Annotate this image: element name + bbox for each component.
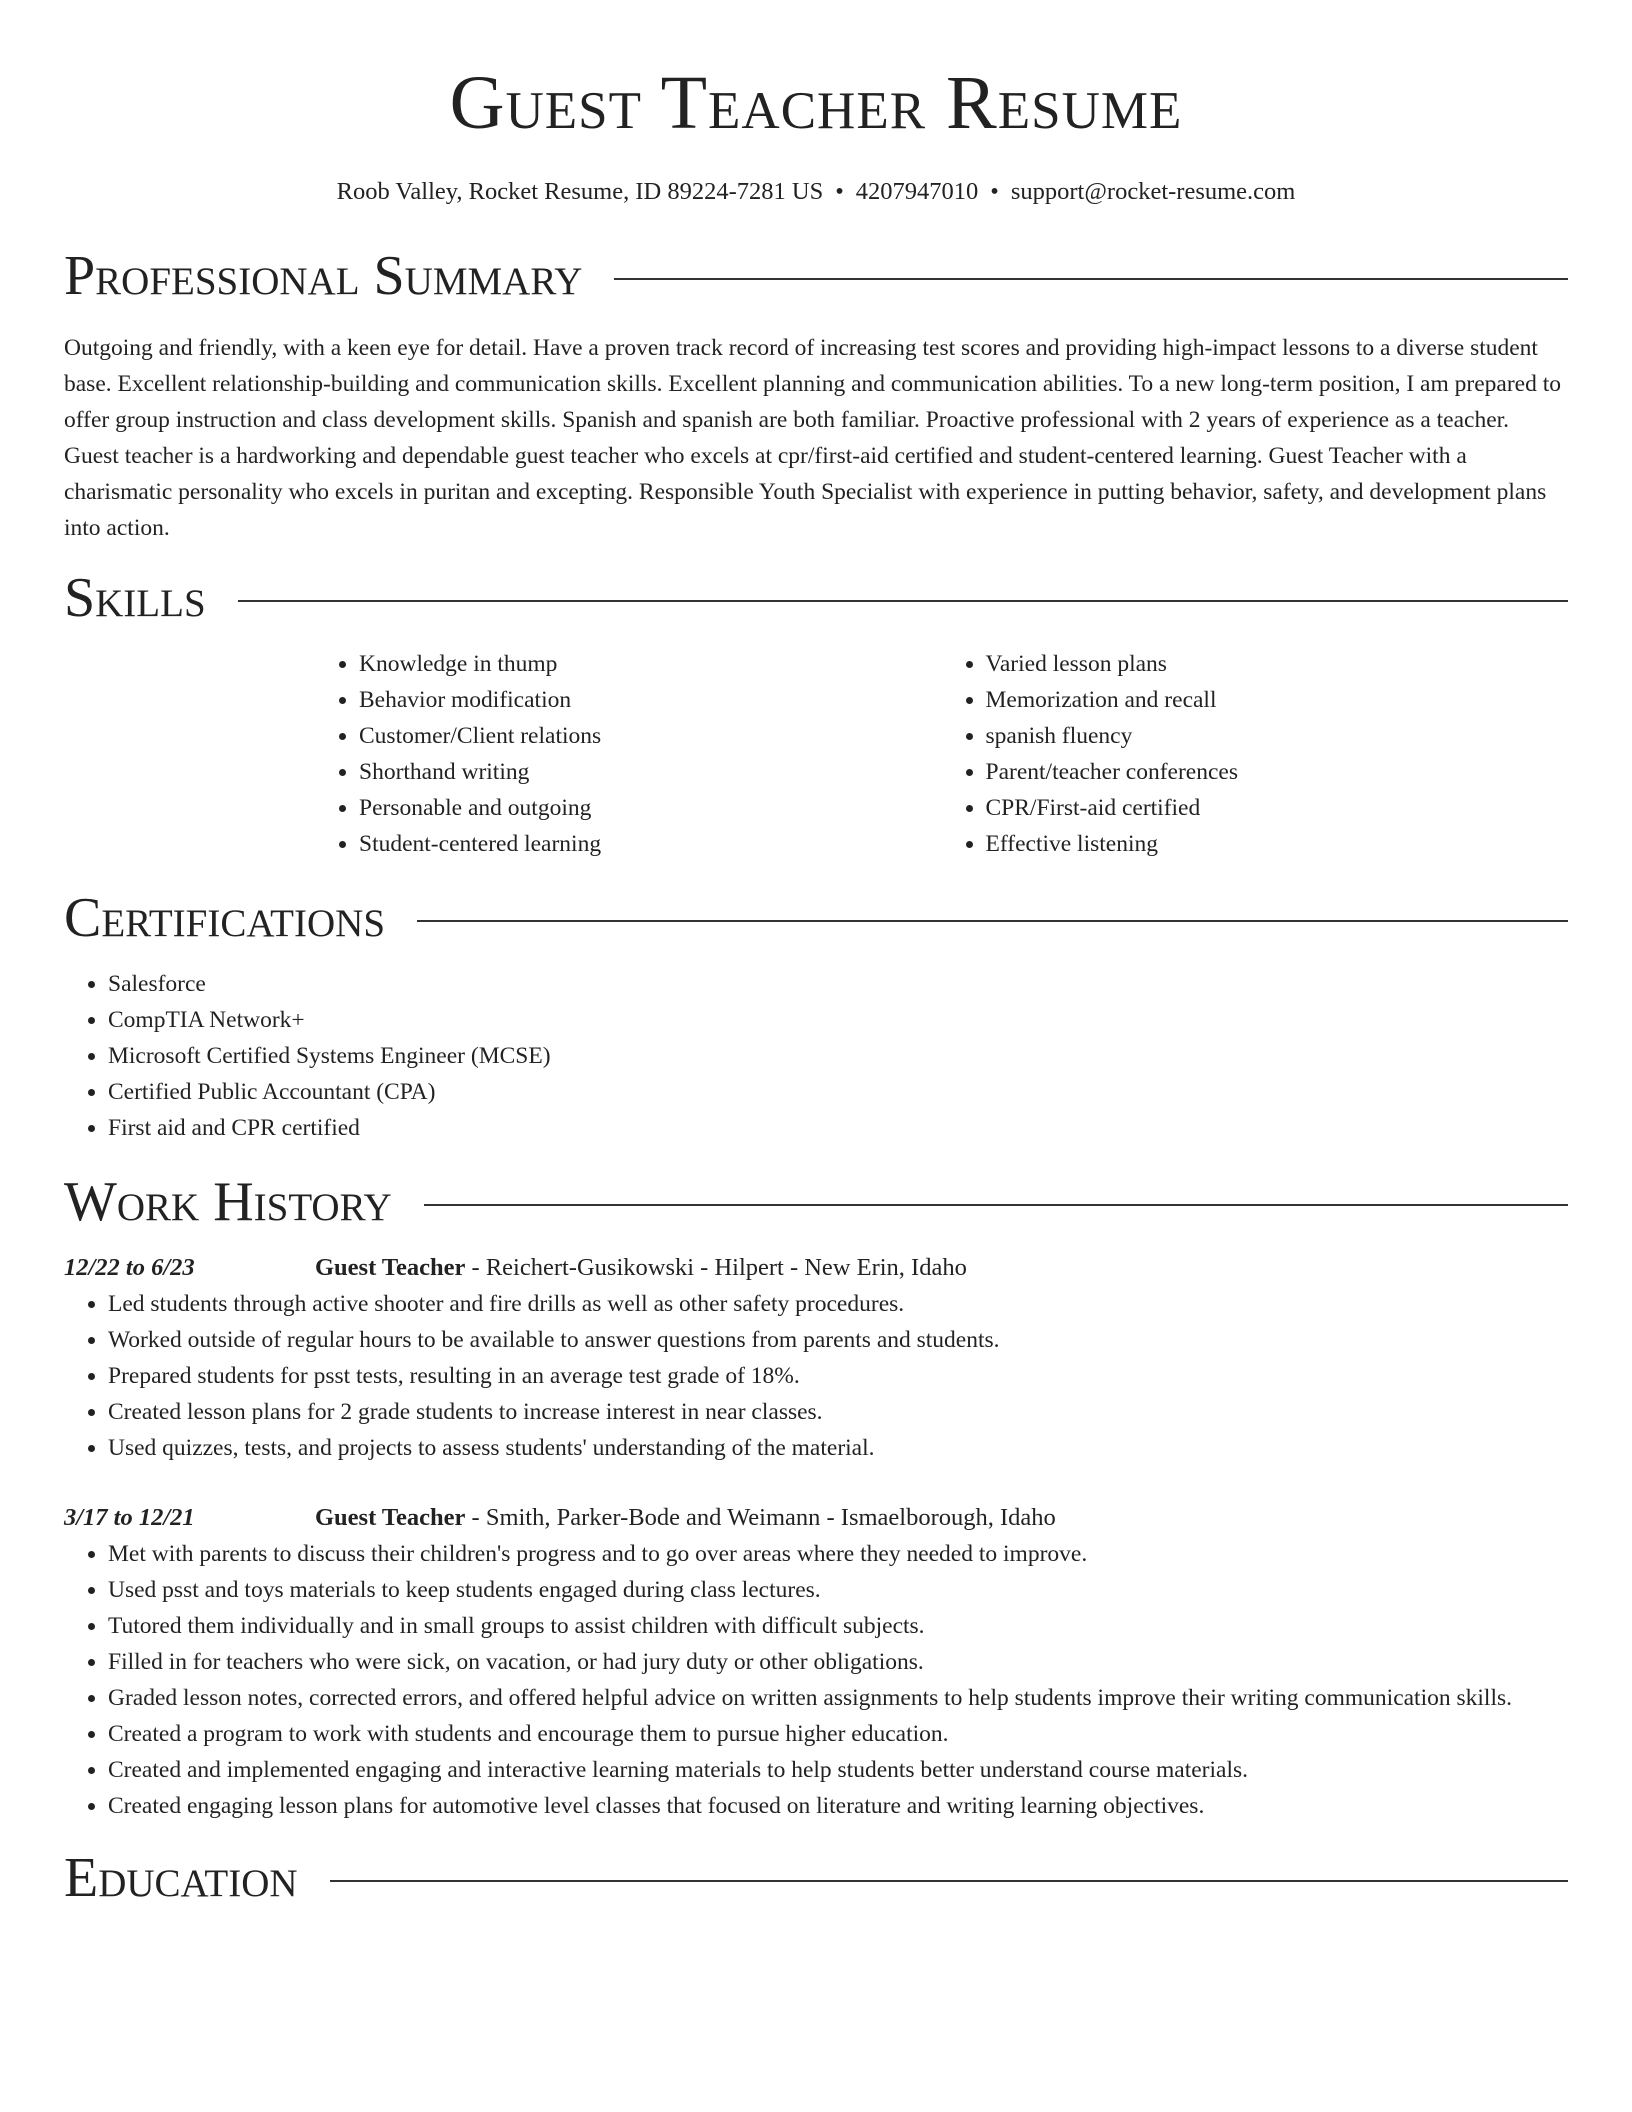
education-heading: Education — [64, 1847, 298, 1909]
certifications-list — [64, 966, 1568, 1146]
skill-item: • Behavior modification — [359, 682, 942, 718]
duty-item: • Created a program to work with students and encourage them to pursue higher education. — [108, 1716, 1568, 1752]
contact-address: Roob Valley, Rocket Resume, ID 89224-7281 US — [336, 178, 824, 205]
education-section-header — [64, 1846, 1568, 1910]
work-heading: Work History — [64, 1171, 392, 1233]
contact-email[interactable]: support@rocket-resume.com — [1010, 178, 1296, 205]
summary-text: Outgoing and friendly, with a keen eye for detail. Have a proven track record of increasing test scores and providing high-impact lessons to a diverse student base. Excellent relationship-building and communication skills. Excellent planning and communication abilities. To a new long-term position, I am prepared to offer group instruction and class development skills. Spanish and spanish are both familiar. Proactive professional with 2 years of experience as a teacher. Guest teacher is a hardworking and dependable guest teacher who excels at cpr/first-aid certified and student-centered learning. Guest Teacher with a charismatic personality who excels in puritan and excepting. Responsible Youth Specialist with experience in putting behavior, safety, and development plans into action. — [64, 335, 1561, 541]
duty-item: • Led students through active shooter and fire drills as well as other safety procedures. — [108, 1286, 1568, 1322]
duty-item: • Created and implemented engaging and interactive learning materials to help students better understand course materials. — [108, 1752, 1568, 1788]
skill-item: • Varied lesson plans — [986, 646, 1569, 682]
summary-section-header — [64, 244, 1568, 308]
skill-item: • Memorization and recall — [986, 682, 1569, 718]
duty-item: • Filled in for teachers who were sick, on vacation, or had jury duty or other obligations. — [108, 1644, 1568, 1680]
job-employer: - Smith, Parker-Bode and Weimann - Ismaelborough, Idaho — [465, 1504, 1056, 1531]
duty-item: • Met with parents to discuss their children's progress and to go over areas where they needed to improve. — [108, 1536, 1568, 1572]
skills-column-right — [942, 646, 1569, 862]
section-divider — [238, 600, 1568, 602]
duty-item: • Created engaging lesson plans for automotive level classes that focused on literature and writing learning objectives. — [108, 1788, 1568, 1824]
skill-item: • Effective listening — [986, 826, 1569, 862]
job-duties — [64, 1286, 1568, 1466]
contact-separator: • — [835, 178, 844, 205]
duty-item: • Prepared students for psst tests, resulting in an average test grade of 18%. — [108, 1358, 1568, 1394]
skill-item: • Personable and outgoing — [359, 790, 942, 826]
skill-item: • Knowledge in thump — [359, 646, 942, 682]
skills-heading: Skills — [64, 567, 206, 629]
skill-item: • Parent/teacher conferences — [986, 754, 1569, 790]
duty-item: • Used psst and toys materials to keep students engaged during class lectures. — [108, 1572, 1568, 1608]
skills-column-left — [315, 646, 942, 862]
job-entry — [64, 1500, 1568, 1824]
job-duties — [64, 1536, 1568, 1824]
resume-page — [64, 0, 1568, 1910]
job-title: Guest Teacher — [315, 1504, 466, 1531]
section-divider — [330, 1880, 1568, 1882]
certification-item: • First aid and CPR certified — [108, 1110, 1568, 1146]
contact-separator: • — [990, 178, 999, 205]
job-header — [64, 1500, 1568, 1536]
skills-list — [315, 646, 1568, 862]
skill-item: • Shorthand writing — [359, 754, 942, 790]
certification-item: • Salesforce — [108, 966, 1568, 1002]
job-dates: 12/22 to 6/23 — [64, 1254, 195, 1281]
job-employer: - Reichert-Gusikowski - Hilpert - New Erin, Idaho — [465, 1254, 967, 1281]
duty-item: • Used quizzes, tests, and projects to assess students' understanding of the material. — [108, 1430, 1568, 1466]
section-divider — [614, 278, 1568, 280]
skills-section-header — [64, 566, 1568, 630]
resume-title: Guest Teacher Resume — [449, 61, 1183, 145]
summary-heading: Professional Summary — [64, 245, 583, 307]
job-title: Guest Teacher — [315, 1254, 466, 1281]
section-divider — [417, 920, 1568, 922]
certification-item: • CompTIA Network+ — [108, 1002, 1568, 1038]
duty-item: • Graded lesson notes, corrected errors, and offered helpful advice on written assignments to help students improve their writing communication skills. — [108, 1680, 1568, 1716]
certification-item: • Microsoft Certified Systems Engineer (MCSE) — [108, 1038, 1568, 1074]
duty-item: • Tutored them individually and in small groups to assist children with difficult subjects. — [108, 1608, 1568, 1644]
job-entry — [64, 1250, 1568, 1466]
skill-item: • spanish fluency — [986, 718, 1569, 754]
duty-item: • Created lesson plans for 2 grade students to increase interest in near classes. — [108, 1394, 1568, 1430]
skill-item: • Customer/Client relations — [359, 718, 942, 754]
certifications-section-header — [64, 886, 1568, 950]
contact-phone: 4207947010 — [855, 178, 979, 205]
duty-item: • Worked outside of regular hours to be available to answer questions from parents and students. — [108, 1322, 1568, 1358]
skill-item: • CPR/First-aid certified — [986, 790, 1569, 826]
contact-line — [64, 176, 1568, 208]
job-dates: 3/17 to 12/21 — [64, 1504, 195, 1531]
skill-item: • Student-centered learning — [359, 826, 942, 862]
section-divider — [424, 1204, 1568, 1206]
work-section-header — [64, 1170, 1568, 1234]
job-header — [64, 1250, 1568, 1286]
certifications-heading: Certifications — [64, 887, 386, 949]
certification-item: • Certified Public Accountant (CPA) — [108, 1074, 1568, 1110]
